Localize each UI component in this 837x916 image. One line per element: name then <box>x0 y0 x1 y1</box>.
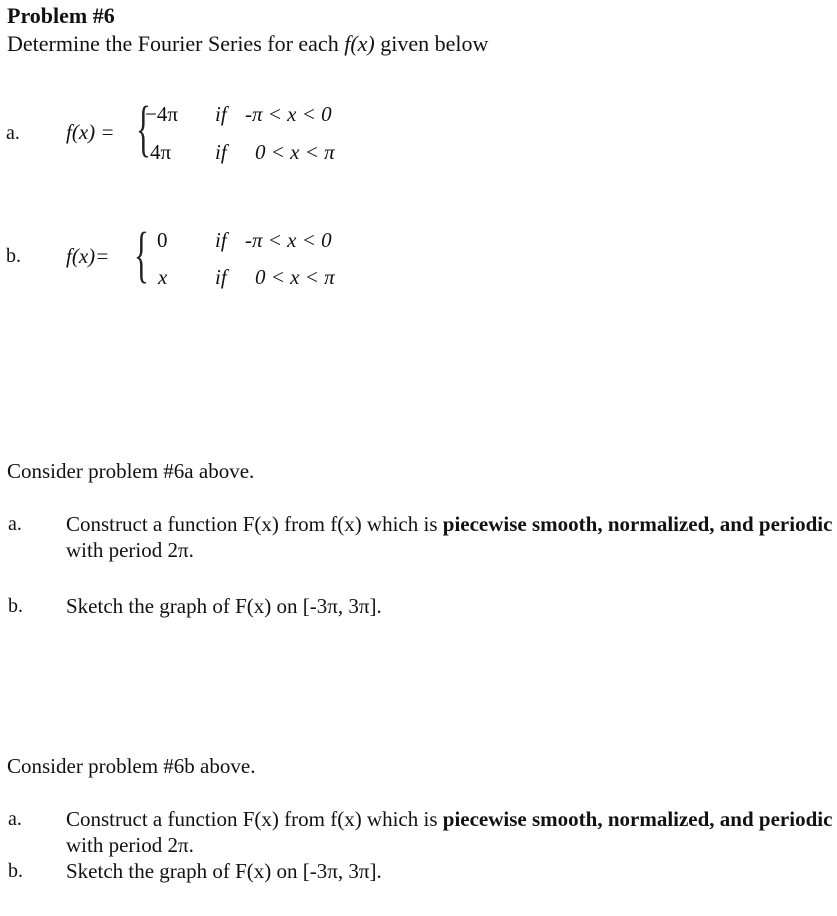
task-text-bold: piecewise smooth, normalized, and periodic <box>442 512 833 536</box>
function-a-brace: { <box>136 95 151 163</box>
subtitle-prefix: Determine the Fourier Series for each <box>7 31 345 56</box>
section-6a-heading: Consider problem #6a above. <box>7 459 255 483</box>
section-6b-heading: Consider problem #6b above. <box>7 754 256 778</box>
task-text-post: with period 2π. <box>66 538 194 562</box>
section-6b-task-b-text <box>66 858 836 884</box>
function-a-case2-if: if <box>215 140 227 164</box>
task-text-pre: Sketch the graph of F(x) on [-3π, 3π]. <box>66 594 382 618</box>
task-text-pre: Construct a function F(x) from f(x) which is <box>66 512 443 536</box>
function-b-case2-condition: 0 < x < π <box>255 265 335 289</box>
function-b-case1-value: 0 <box>157 228 168 252</box>
task-text-pre: Sketch the graph of F(x) on [-3π, 3π]. <box>66 859 382 883</box>
function-b-lhs: f(x)= <box>66 244 110 268</box>
function-b-case2-value: x <box>158 265 168 289</box>
section-6a-task-b-text <box>66 593 836 619</box>
task-text-post: with period 2π. <box>66 833 194 857</box>
function-a-case1-value: −4π <box>145 102 178 126</box>
subtitle-fx: f(x) <box>344 31 375 56</box>
section-6a-task-b-label: b. <box>8 595 23 617</box>
function-a-case1-if: if <box>215 102 227 126</box>
function-a-case2-value: 4π <box>150 140 172 164</box>
function-b-label: b. <box>6 245 21 267</box>
function-b-brace: { <box>134 221 149 289</box>
page-subtitle <box>7 31 488 57</box>
function-b-case1-if: if <box>215 228 227 252</box>
function-b-case1-condition: -π < x < 0 <box>245 228 332 252</box>
section-6a-task-a-label: a. <box>8 513 22 535</box>
section-6a-task-a-text <box>66 511 836 563</box>
page-title: Problem #6 <box>7 3 115 28</box>
function-a-label: a. <box>6 122 20 144</box>
function-a-lhs: f(x) = <box>66 120 115 144</box>
function-b-case2-if: if <box>215 265 227 289</box>
task-text-bold: piecewise smooth, normalized, and periodic <box>442 807 833 831</box>
section-6b-task-b-label: b. <box>8 860 23 882</box>
section-6b-task-a-text <box>66 806 836 858</box>
function-a-case2-condition: 0 < x < π <box>255 140 335 164</box>
task-text-pre: Construct a function F(x) from f(x) which is <box>66 807 443 831</box>
subtitle-suffix: given below <box>374 31 489 56</box>
section-6b-task-a-label: a. <box>8 808 22 830</box>
function-a-case1-condition: -π < x < 0 <box>245 102 332 126</box>
